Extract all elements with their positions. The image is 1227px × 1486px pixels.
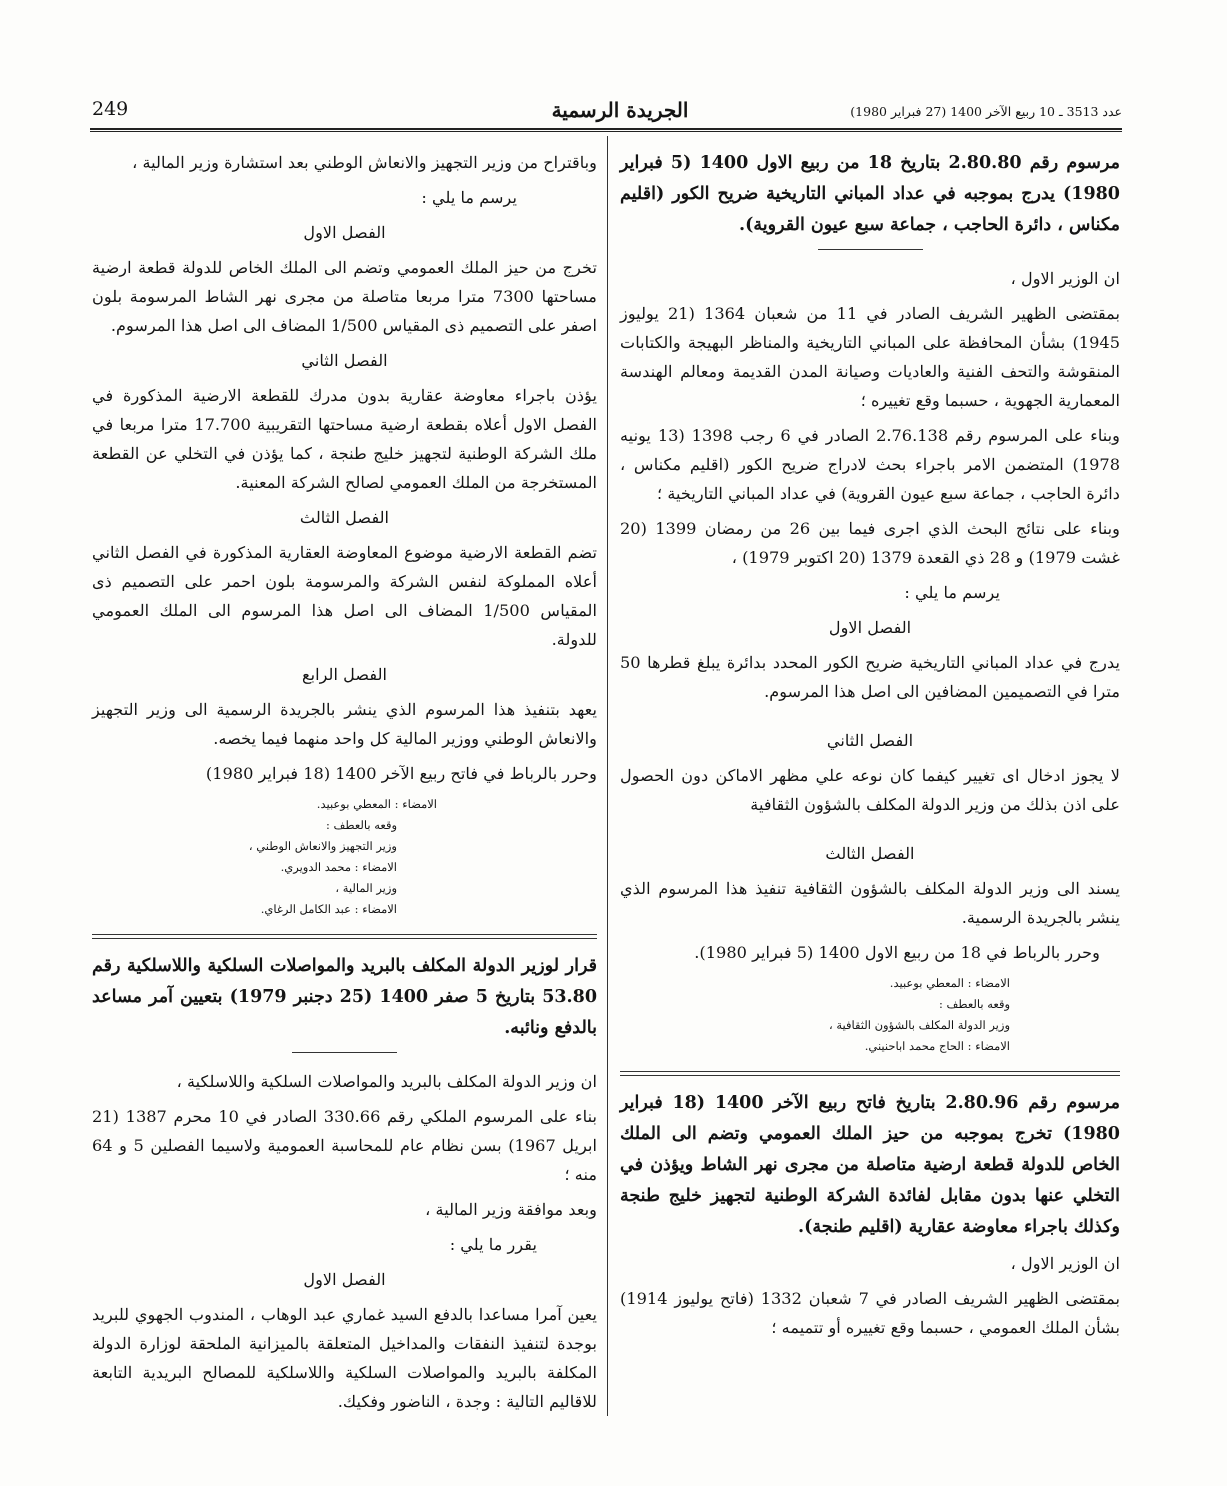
decree1-s1-title: الفصل الاول (828, 618, 912, 637)
order-s1-title: الفصل الاول (303, 1270, 386, 1289)
decree1-sig1: الامضاء : المعطي بوعبيد. (889, 976, 1010, 990)
order-title: قرار لوزير الدولة المكلف بالبريد والمواصلات السلكية واللاسلكية رقم 53.80 بتاريخ 5 صفر 1400 (25 دجنبر 1979) بتعيين آمر مساعد بالدفع ونائبه. (92, 956, 598, 1038)
right-column (620, 148, 1120, 1348)
decree1-s2: لا يجوز ادخال اى تغيير كيفما كان نوعه علي مظهر الاماكن دون الحصول على اذن بذلك من وزير الدولة المكلف بالشؤون الثقافية (620, 766, 1120, 814)
order-decides: يقرر ما يلي : (449, 1235, 537, 1254)
left-sig4: الامضاء : محمد الدويري. (280, 860, 397, 874)
left-s2: يؤذن باجراء معاوضة عقارية بدون مدرك للقطعة الارضية المذكورة في الفصل الاول أعلاه بقطعة ارضية مساحتها التقريبية 17.700 مترا مربعا في ملك الشركة الوطنية لتجهيز خليج طنجة ، كما يؤذن في التخلي عن القطعة المستخرجة من الملك العمومي لصالح الشركة المعنية. (92, 386, 597, 492)
left-s4-title: الفصل الرابع (301, 665, 388, 684)
header-rule (90, 128, 1122, 130)
left-decrees: يرسم ما يلي : (421, 188, 517, 207)
header-rule-thin (90, 131, 1122, 132)
left-sig1: الامضاء : المعطي بوعبيد. (316, 797, 437, 811)
left-sig2: وقعه بالعطف : (325, 818, 397, 832)
decree2-p1: بمقتضى الظهير الشريف الصادر في 7 شعبان 1332 (فاتح يوليوز 1914) بشأن الملك العمومي ، حسبما وقع تغييره أو تتميمه ؛ (620, 1289, 1120, 1337)
section-separator-left (92, 934, 597, 939)
decree1-minister: ان الوزير الاول ، (1010, 269, 1120, 288)
decree1-title: مرسوم رقم 2.80.80 بتاريخ 18 من ربيع الاول 1400 (5 فبراير 1980) يدرج بموجبه في عداد المباني التاريخية ضريح الكور (اقليم مكناس ، دائرة الحاجب ، جماعة سبع عيون القروية). (620, 153, 1121, 235)
decree1-sig2: وقعه بالعطف : (938, 997, 1010, 1011)
order-title-rule (292, 1052, 397, 1053)
left-done: وحرر بالرباط في فاتح ربيع الآخر 1400 (18 فبراير 1980) (205, 764, 597, 783)
page-number: 249 (92, 98, 129, 120)
title-rule (818, 249, 923, 250)
order-p1: بناء على المرسوم الملكي رقم 330.66 الصادر في 10 محرم 1387 (21 ابريل 1967) بسن نظام عام للمحاسبة العمومية ولاسيما الفصلين 5 و 64 منه ؛ (92, 1107, 597, 1184)
decree1-p1: بمقتضى الظهير الشريف الصادر في 11 من شعبان 1364 (21 يوليوز 1945) بشأن المحافظة على المباني التاريخية والمناظر البهيجة والكتابات المنقوشة والتحف الفنية والعاديات وصيانة المدن القديمة ومعالم الهندسة المعمارية الجهوية ، حسبما وقع تغييره ؛ (620, 304, 1121, 410)
left-s1-title: الفصل الاول (303, 223, 386, 242)
left-sig6: الامضاء : عبد الكامل الرغاي. (260, 902, 397, 916)
order-minister: ان وزير الدولة المكلف بالبريد والمواصلات السلكية واللاسلكية ، (176, 1072, 597, 1091)
decree1-sig3: وزير الدولة المكلف بالشؤون الثقافية ، (828, 1018, 1010, 1032)
decree1-decrees: يرسم ما يلي : (904, 583, 1000, 602)
left-sig3: وزير التجهيز والانعاش الوطني ، (248, 839, 397, 853)
decree2-title: مرسوم رقم 2.80.96 بتاريخ فاتح ربيع الآخر 1400 (18 فبراير 1980) تخرج بموجبه من حيز الملك العمومي وتضم الى الملك الخاص للدولة قطعة ارضية متاصلة من مجرى نهر الشاط ويؤذن في التخلي عنها بدون مقابل لفائدة الشركة الوطنية لتجهيز خليج طنجة وكذلك باجراء معاوضة عقارية (اقليم طنجة). (620, 1093, 1120, 1237)
left-p0: وباقتراح من وزير التجهيز والانعاش الوطني بعد استشارة وزير المالية ، (132, 153, 597, 172)
order-p2: وبعد موافقة وزير المالية ، (425, 1200, 597, 1219)
column-divider (607, 136, 608, 1416)
decree1-p2: وبناء على المرسوم رقم 2.76.138 الصادر في 6 رجب 1398 (13 يونيه 1978) المتضمن الامر باجراء بحث لادراج ضريح الكور (اقليم مكناس ، دائرة الحاجب ، جماعة سبع عيون القروية) في عداد المباني التاريخية ؛ (620, 426, 1121, 503)
decree1-sig4: الامضاء : الحاج محمد اباحنيني. (864, 1039, 1010, 1053)
order-s1: يعين آمرا مساعدا بالدفع السيد غماري عبد الوهاب ، المندوب الجهوي للبريد بوجدة لتنفيذ النفقات والمداخيل المتعلقة بالميزانية الملحقة لوزارة الدولة المكلفة بالبريد والمواصلات السلكية واللاسلكية للمصالح البريدية التابعة للاقاليم التالية : وجدة ، الناضور وفكيك. (92, 1305, 597, 1411)
left-s4: يعهد بتنفيذ هذا المرسوم الذي ينشر بالجريدة الرسمية الى وزير التجهيز والانعاش الوطني ووزير المالية كل واحد منهما فيما يخصه. (92, 700, 597, 748)
decree1-done: وحرر بالرباط في 18 من ربيع الاول 1400 (5 فبراير 1980). (694, 943, 1100, 962)
decree1-p3: وبناء على نتائج البحث الذي اجرى فيما بين 26 من رمضان 1399 (20 غشت 1979) و 28 ذي القعدة 1379 (20 اكتوبر 1979) ، (620, 519, 1120, 567)
section-separator (620, 1071, 1120, 1076)
left-column (92, 148, 597, 1422)
left-s1: تخرج من حيز الملك العمومي وتضم الى الملك الخاص للدولة قطعة ارضية مساحتها 7300 مترا مربعا متاصلة من مجرى نهر الشاط المرسومة بلون اصفر على التصميم ذى المقياس 1/500 المضاف الى اصل هذا المرسوم. (92, 258, 597, 335)
journal-title: الجريدة الرسمية (551, 98, 689, 122)
decree1-s2-title: الفصل الثاني (826, 731, 914, 750)
left-s2-title: الفصل الثاني (301, 351, 388, 370)
decree2-minister: ان الوزير الاول ، (1010, 1254, 1120, 1273)
decree1-s3-title: الفصل الثالث (825, 844, 915, 863)
left-sig5: وزير المالية ، (335, 881, 397, 895)
left-s3: تضم القطعة الارضية موضوع المعاوضة العقارية المذكورة في الفصل الثاني أعلاه المملوكة لنفس الشركة والمرسومة بلون احمر على التصميم ذى المقياس 1/500 المضاف الى اصل هذا المرسوم الى الملك العمومي للدولة. (92, 543, 597, 649)
decree1-s3: يسند الى وزير الدولة المكلف بالشؤون الثقافية تنفيذ هذا المرسوم الذي ينشر بالجريدة الرسمية. (620, 879, 1120, 927)
decree1-s1: يدرج في عداد المباني التاريخية ضريح الكور المحدد بدائرة يبلغ قطرها 50 مترا في التصميمين المضافين الى اصل هذا المرسوم. (620, 653, 1120, 701)
issue-line: عدد 3513 ـ 10 ربيع الآخر 1400 (27 فبراير 1980) (850, 104, 1122, 119)
left-s3-title: الفصل الثالث (299, 508, 390, 527)
